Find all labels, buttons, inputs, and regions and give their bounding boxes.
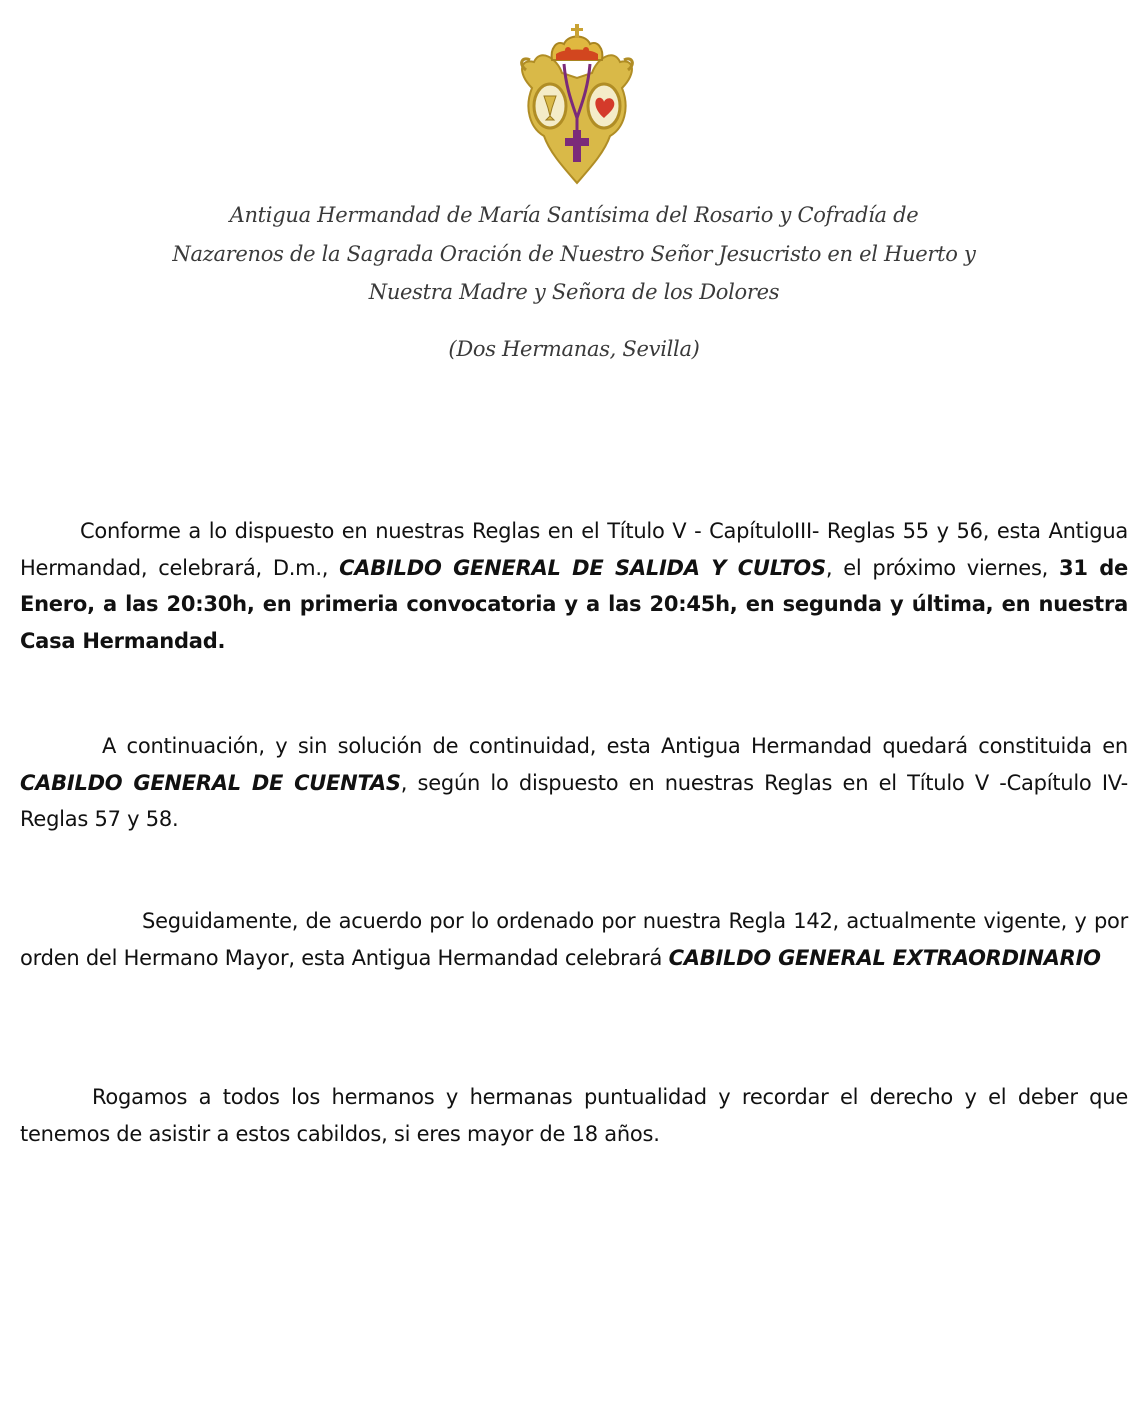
org-name-line-2: Nazarenos de la Sagrada Oración de Nuestro Señor Jesucristo en el Huerto y (172, 241, 976, 266)
date-time-details: 31 de Enero, a las 20:30h, en primeria convocatoria y a las 20:45h, en segunda y última, en nuestra Casa Hermandad. (20, 555, 1129, 653)
paragraph-cabildo-salida (20, 513, 1128, 659)
brotherhood-name (100, 196, 1048, 312)
emphasis-cabildo-salida: CABILDO GENERAL DE SALIDA Y CULTOS (339, 555, 826, 580)
paragraph-text: Rogamos a todos los hermanos y hermanas puntualidad y recordar el derecho y el deber que tenemos de asistir a estos cabildos, si eres mayor de 18 años. (20, 1085, 1128, 1146)
org-name-line-3: Nuestra Madre y Señora de los Dolores (368, 280, 780, 304)
paragraph-cabildo-extraordinario (20, 903, 1128, 976)
paragraph-text: , el próximo viernes, (825, 555, 1059, 580)
paragraph-text: , según lo dispuesto en nuestras Reglas en el Título V -Capítulo IV- Reglas 57 y 58. (20, 770, 1128, 831)
paragraph-text: Conforme a lo dispuesto en nuestras Reglas en el Título V - CapítuloIII- Reglas 55 y 56, esta Antigua Hermandad, celebrará, D.m., (20, 519, 1128, 580)
paragraph-rogamos (20, 1079, 1128, 1152)
emphasis-cabildo-extraordinario: CABILDO GENERAL EXTRAORDINARIO (668, 945, 1101, 970)
location-line: (Dos Hermanas, Sevilla) (448, 337, 700, 361)
paragraph-cabildo-cuentas (20, 728, 1128, 838)
org-name-line-1: Antigua Hermandad de María Santísima del Rosario y Cofradía de (229, 203, 919, 227)
paragraph-text: A continuación, y sin solución de continuidad, esta Antigua Hermandad quedará constituida en (102, 734, 1128, 758)
emphasis-cabildo-cuentas: CABILDO GENERAL DE CUENTAS (20, 770, 401, 795)
brotherhood-crest-icon (512, 18, 642, 186)
paragraph-text: Seguidamente, de acuerdo por lo ordenado por nuestra Regla 142, actualmente vigente, y por orden del Hermano Mayor, esta Antigua Hermandad celebrará (20, 909, 1128, 970)
